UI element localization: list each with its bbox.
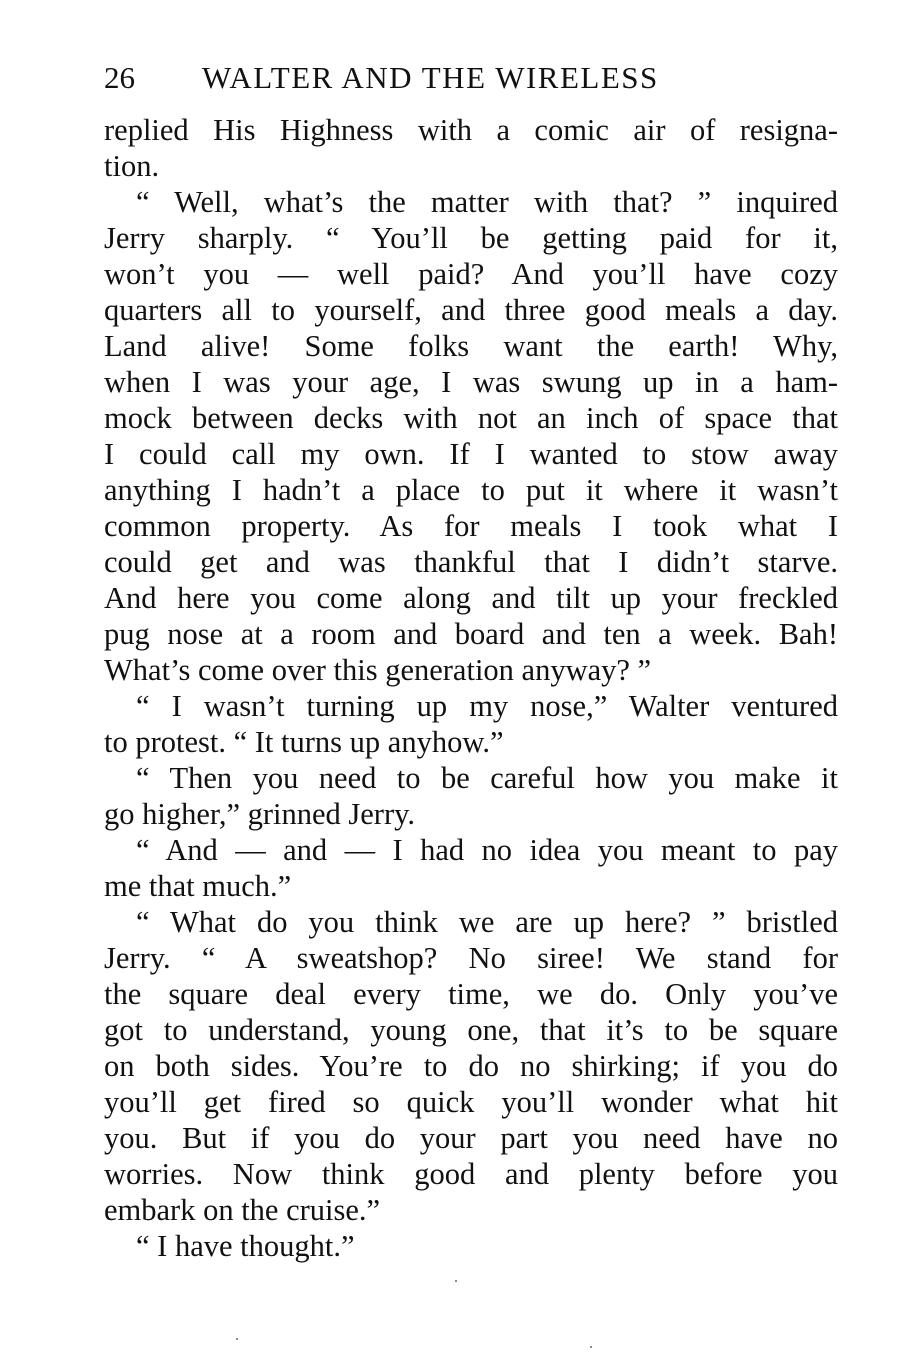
body-text [104, 112, 838, 1264]
text-line: “ I wasn’t turning up my nose,” Walter ventured [136, 689, 838, 723]
text-line: And here you come along and tilt up your freckled [104, 581, 838, 615]
text-line: you’ll get fired so quick you’ll wonder what hit [104, 1085, 838, 1119]
text-line: me that much.” [104, 869, 292, 903]
text-line: got to understand, young one, that it’s to be square [104, 1013, 838, 1047]
text-line: go higher,” grinned Jerry. [104, 797, 416, 831]
text-line: “ What do you think we are up here? ” bristled [136, 905, 838, 939]
text-line: “ And — and — I had no idea you meant to pay [136, 833, 838, 867]
text-line: the square deal every time, we do. Only you’ve [104, 977, 838, 1011]
text-line: when I was your age, I was swung up in a ham- [104, 365, 838, 399]
text-line: embark on the cruise.” [104, 1193, 381, 1227]
text-line: What’s come over this generation anyway? ” [104, 653, 652, 687]
text-line: Jerry. “ A sweatshop? No siree! We stand for [104, 941, 838, 975]
text-line: tion. [104, 149, 160, 183]
paper-speck [236, 1338, 238, 1340]
paper-speck [455, 1280, 457, 1282]
text-line: Jerry sharply. “ You’ll be getting paid for it, [104, 221, 838, 255]
text-line: won’t you — well paid? And you’ll have cozy [104, 257, 838, 291]
text-line: worries. Now think good and plenty before you [104, 1157, 838, 1191]
text-line: on both sides. You’re to do no shirking; if you do [104, 1049, 838, 1083]
running-title: WALTER AND THE WIRELESS [202, 60, 659, 95]
text-line: to protest. “ It turns up anyhow.” [104, 725, 504, 759]
text-line: could get and was thankful that I didn’t starve. [104, 545, 838, 579]
text-line: “ I have thought.” [136, 1229, 355, 1263]
text-line: mock between decks with not an inch of space that [104, 401, 838, 435]
text-line: anything I hadn’t a place to put it where it wasn’t [104, 473, 838, 507]
text-line: pug nose at a room and board and ten a week. Bah! [104, 617, 838, 651]
text-line: replied His Highness with a comic air of resigna- [104, 113, 838, 147]
page-number: 26 [104, 60, 135, 95]
text-line: I could call my own. If I wanted to stow away [104, 437, 838, 471]
text-line: “ Well, what’s the matter with that? ” inquired [136, 185, 838, 219]
text-line: Land alive! Some folks want the earth! Why, [104, 329, 838, 363]
text-line: “ Then you need to be careful how you make it [136, 761, 838, 795]
text-line: quarters all to yourself, and three good meals a day. [104, 293, 838, 327]
text-line: you. But if you do your part you need have no [104, 1121, 838, 1155]
running-head [104, 58, 834, 98]
paper-speck [590, 1346, 592, 1348]
text-line: common property. As for meals I took what I [104, 509, 838, 543]
